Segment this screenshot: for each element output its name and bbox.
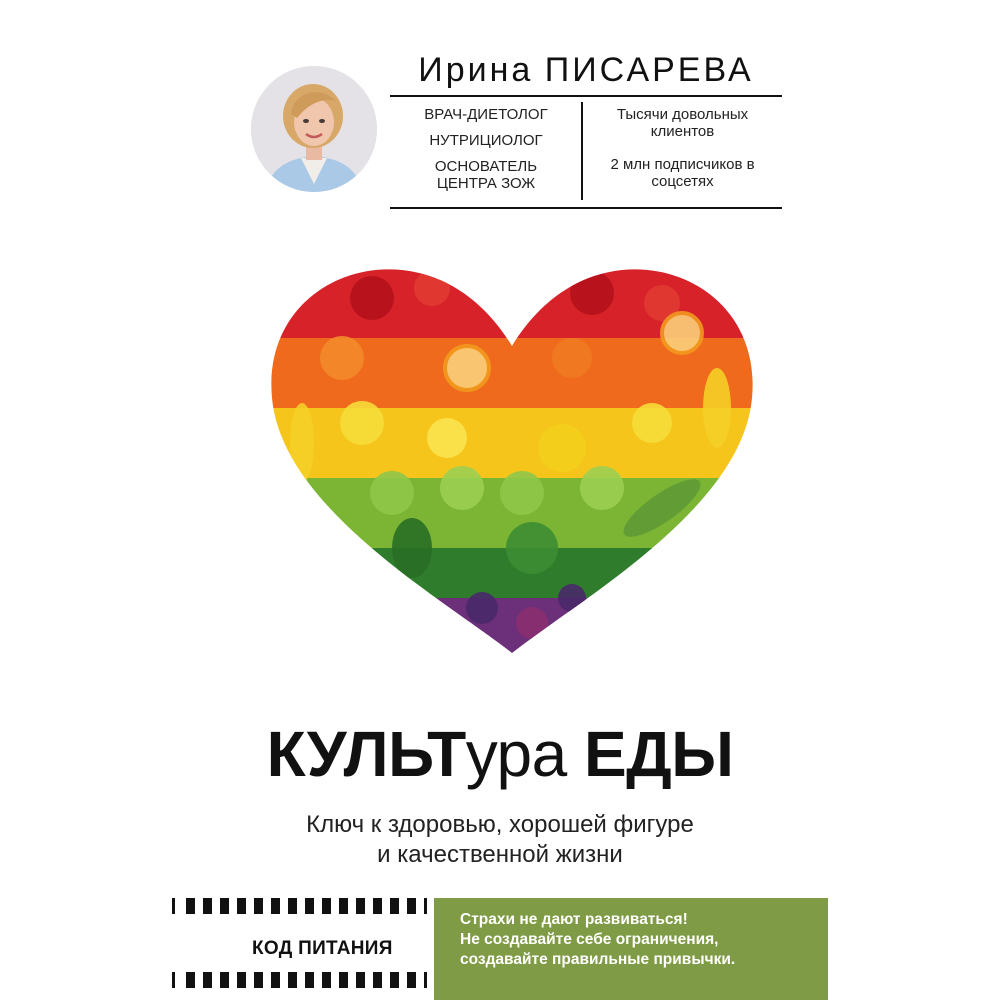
credential-item: ОСНОВАТЕЛЬ ЦЕНТРА ЗОЖ [434,158,538,192]
series-barcode-top [172,898,434,914]
title-part-bold-2: ЕДЫ [583,718,734,790]
credential-item: НУТРИЦИОЛОГ [429,132,543,149]
credentials-divider [581,102,583,200]
slogan-box [434,898,828,1000]
author-name [392,50,780,90]
subtitle-line-1: Ключ к здоровью, хорошей фигуре [306,811,694,838]
credentials-left [392,106,580,201]
book-subtitle [0,810,1000,870]
title-part-bold-1: КУЛЬТ [266,718,466,790]
slogan-line-2: Не создавайте себе ограничения, [460,931,719,948]
series-barcode-bottom [172,972,434,988]
title-part-light: ура [465,718,567,790]
series-label: КОД ПИТАНИЯ [252,938,393,959]
bottom-divider [390,207,782,209]
book-title [0,718,1000,790]
subtitle-line-2: и качественной жизни [377,841,623,868]
author-portrait-image [251,66,377,192]
credential-item: ВРАЧ-ДИЕТОЛОГ [424,106,548,123]
credential-item: 2 млн подписчиков в соцсетях [610,156,755,190]
author-first-name: Ирина [418,51,534,89]
slogan-line-1: Страхи не дают развиваться! [460,911,688,928]
author-last-name: ПИСАРЕВА [544,51,754,89]
author-photo [251,66,377,192]
credential-item: Тысячи довольных клиентов [616,106,749,140]
credentials-right [585,106,780,199]
slogan-line-3: создавайте правильные привычки. [460,951,736,968]
fruit-heart-illustration [262,258,762,670]
top-divider [390,95,782,97]
